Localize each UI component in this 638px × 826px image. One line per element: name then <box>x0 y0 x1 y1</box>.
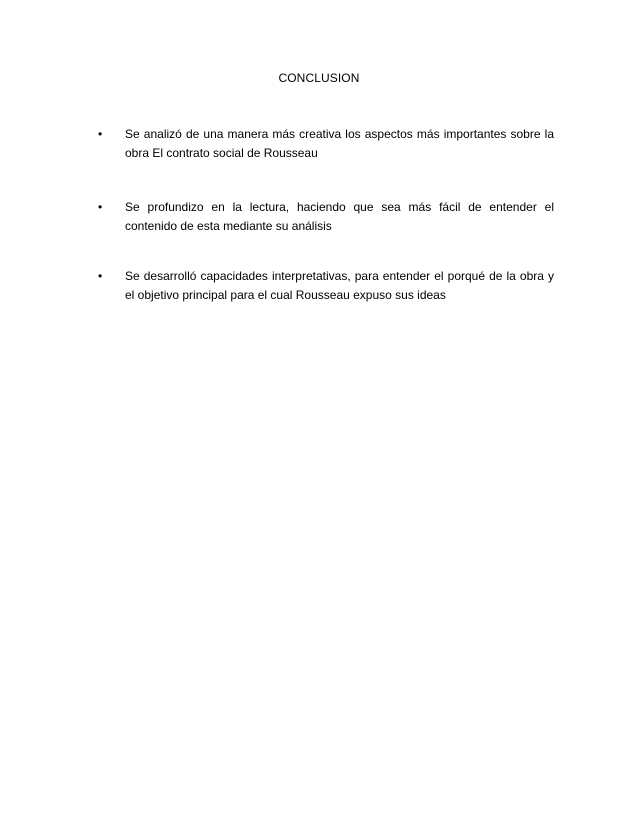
bullet-text: Se desarrolló capacidades interpretativas, para entender el porqué de la obra y el objetivo principal para el cual Rousseau expuso sus ideas <box>125 269 554 302</box>
bullet-icon: • <box>98 200 103 214</box>
bullet-text: Se analizó de una manera más creativa los aspectos más importantes sobre la obra El contrato social de Rousseau <box>125 127 554 160</box>
bullet-icon: • <box>98 127 103 141</box>
bullet-icon: • <box>98 269 103 283</box>
page-title: CONCLUSION <box>278 71 360 85</box>
bullet-text: Se profundizo en la lectura, haciendo que sea más fácil de entender el contenido de esta mediante su análisis <box>125 200 554 233</box>
